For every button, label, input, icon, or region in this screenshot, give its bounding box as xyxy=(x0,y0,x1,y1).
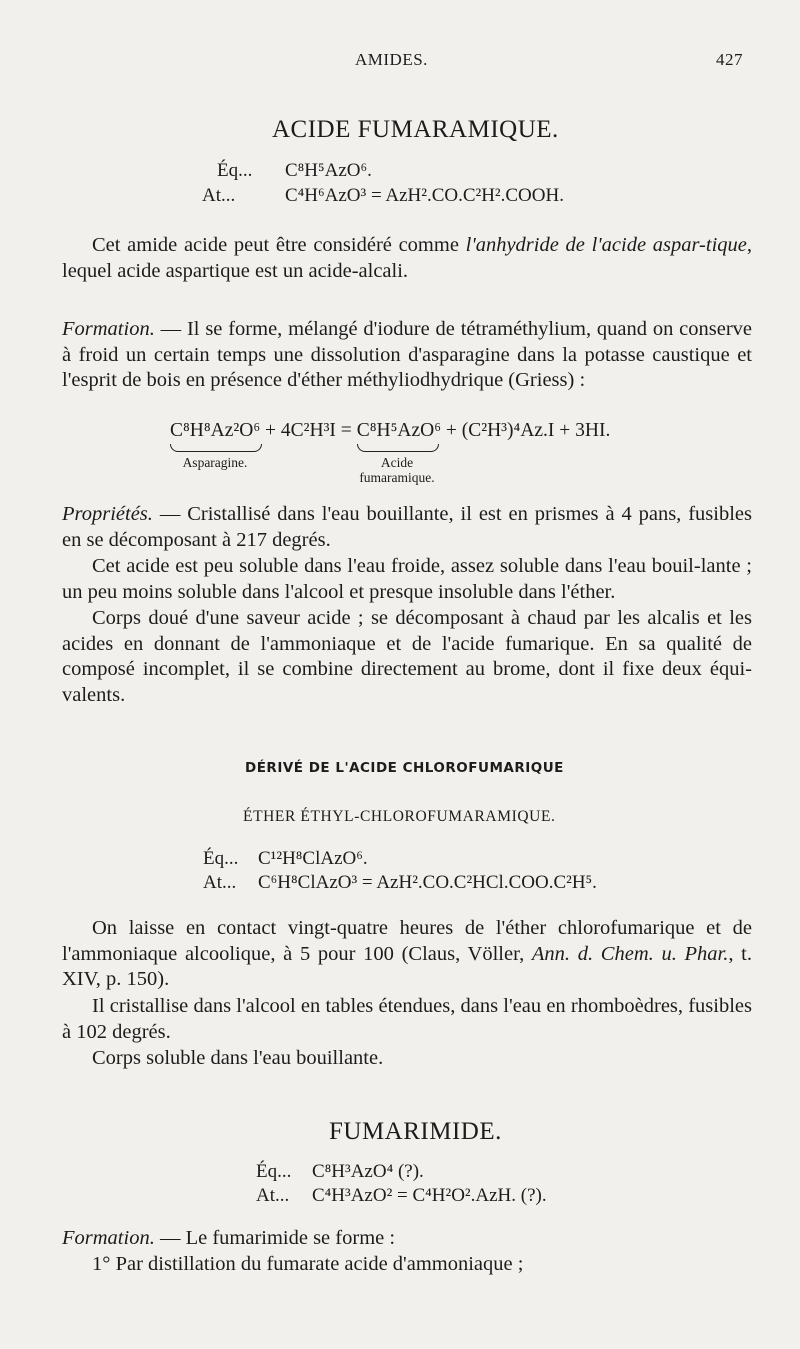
paragraph-proprietes: Propriétés. — Cristallisé dans l'eau bouillante, il est en prismes à 4 pans, fusibles en se décomposant à 217 degrés. xyxy=(62,503,752,551)
eq-label: Éq... xyxy=(217,160,253,181)
eq-label-2: Éq... xyxy=(203,848,239,869)
label-formation: Formation. xyxy=(62,318,155,340)
paragraph-solubility: Cet acide est peu soluble dans l'eau froide, assez soluble dans l'eau bouil-lante ; un peu moins soluble dans l'alcool et presque insoluble dans l'éther. xyxy=(62,555,752,603)
eq-formula: C⁸H⁵AzO⁶. xyxy=(285,160,372,181)
label-formation-3: Formation. xyxy=(62,1227,155,1249)
subheading-ether: ÉTHER ÉTHYL-CHLOROFUMARAMIQUE. xyxy=(243,808,556,825)
underbrace-asparagine xyxy=(170,444,262,452)
page-number: 427 xyxy=(716,50,743,69)
eq-label-3: Éq... xyxy=(256,1161,292,1182)
at-label-3: At... xyxy=(256,1185,290,1206)
at-label: At... xyxy=(202,185,236,206)
label-proprietes: Propriétés. xyxy=(62,503,153,525)
emphasis-anhydride: l'anhydride de l'acide aspar-tique xyxy=(465,234,747,256)
paragraph-cristallise: Il cristallise dans l'alcool en tables étendues, dans l'eau en rhomboèdres, fusibles à 102 degrés. xyxy=(62,995,752,1043)
at-formula-2: C⁶H⁸ClAzO³ = AzH².CO.C²HCl.COO.C²H⁵. xyxy=(258,872,597,893)
label-acide: Acide xyxy=(380,455,414,470)
paragraph-formation-fumarimide: Formation. — Le fumarimide se forme : xyxy=(62,1227,396,1249)
section-title: ACIDE FUMARAMIQUE. xyxy=(272,116,559,143)
at-label-2: At... xyxy=(203,872,237,893)
eq-formula-3: C⁸H³AzO⁴ (?). xyxy=(312,1161,424,1182)
eq-formula-2: C¹²H⁸ClAzO⁶. xyxy=(258,848,368,869)
paragraph-soluble: Corps soluble dans l'eau bouillante. xyxy=(92,1047,384,1069)
label-fumaramique: fumaramique. xyxy=(359,470,435,485)
reaction-equation: C⁸H⁸Az²O⁶ + 4C²H³I = C⁸H⁵AzO⁶ + (C²H³)⁴Az.I + 3HI. xyxy=(170,420,611,441)
paragraph-saveur: Corps doué d'une saveur acide ; se décomposant à chaud par les alcalis et les acides en donnant de l'ammoniaque et de l'acide fumarique. En sa qualité de composé incomplet, il se combine directement au brome, dont il fixe deux équi-valents. xyxy=(62,607,752,706)
citation-journal: Ann. d. Chem. u. Phar. xyxy=(531,942,729,965)
paragraph-intro: Cet amide acide peut être considéré comme l'anhydride de l'acide aspar-tique, lequel acide aspartique est un acide-alcali. xyxy=(62,234,752,282)
section-heading-derive: DÉRIVÉ DE L'ACIDE CHLOROFUMARIQUE xyxy=(245,760,564,776)
label-asparagine: Asparagine. xyxy=(182,455,248,470)
reaction-acide-fumaramique: C⁸H⁵AzO⁶ xyxy=(356,420,441,441)
running-title: AMIDES. xyxy=(355,50,428,69)
underbrace-acide xyxy=(357,444,439,452)
at-formula: C⁴H⁶AzO³ = AzH².CO.C²H².COOH. xyxy=(285,185,564,206)
list-item-distillation: 1° Par distillation du fumarate acide d'ammoniaque ; xyxy=(92,1253,524,1275)
reaction-asparagine: C⁸H⁸Az²O⁶ xyxy=(170,420,261,441)
at-formula-3: C⁴H³AzO² = C⁴H²O².AzH. (?). xyxy=(312,1185,547,1206)
paragraph-formation: Formation. — Il se forme, mélangé d'iodure de tétraméthylium, quand on conserve à froid un certain temps une dissolution d'asparagine dans la potasse caustique et l'esprit de bois en présence d'éther méthyliodhydrique (Griess) : xyxy=(62,318,752,391)
section-title-fumarimide: FUMARIMIDE. xyxy=(329,1118,502,1145)
paragraph-contact: On laisse en contact vingt-quatre heures de l'éther chlorofumarique et de l'ammoniaque alcoolique, à 5 pour 100 (Claus, Völler, Ann. d. Chem. u. Phar., t. XIV, p. 150). xyxy=(62,917,752,990)
